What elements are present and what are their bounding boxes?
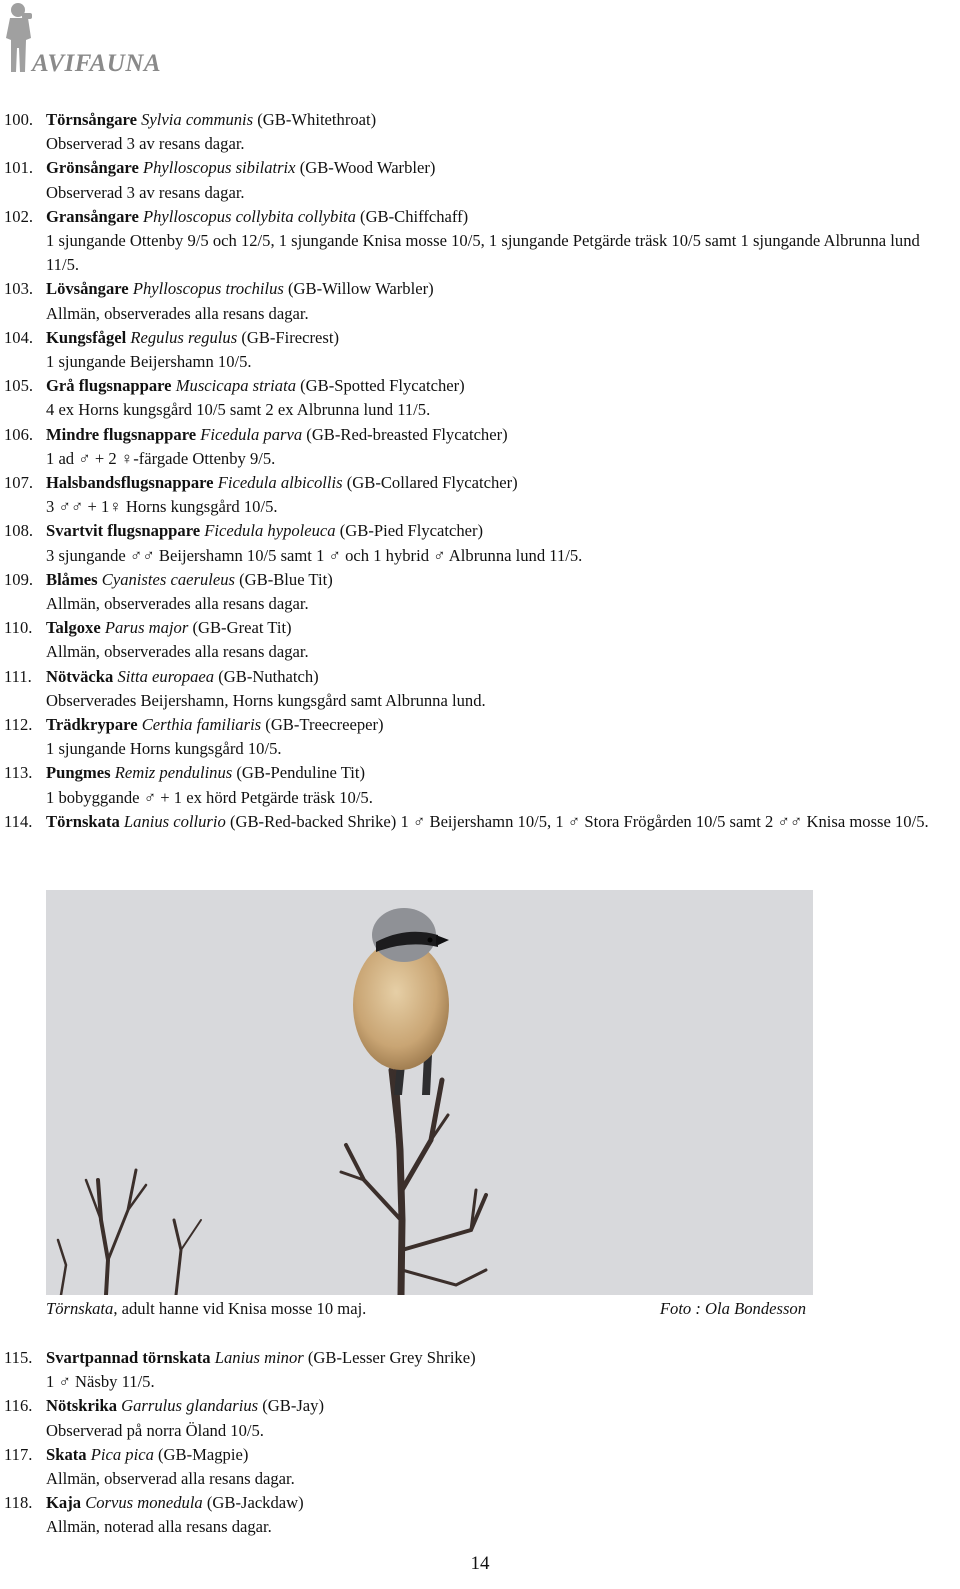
entry-number: 103. bbox=[4, 279, 34, 299]
photo-caption bbox=[46, 1297, 806, 1323]
species-heading bbox=[4, 156, 954, 180]
observation-text: Observerad på norra Öland 10/5. bbox=[46, 1420, 264, 1440]
species-name: Nötväcka bbox=[46, 666, 114, 686]
scientific-name: Muscicapa striata bbox=[175, 376, 296, 396]
species-entry bbox=[0, 1346, 960, 1394]
species-name: Törnsångare bbox=[46, 110, 137, 129]
species-entry bbox=[0, 1394, 960, 1442]
species-heading bbox=[4, 374, 954, 398]
species-name: Blåmes bbox=[46, 569, 98, 589]
observation-text: 1 sjungande Horns kungsgård 10/5. bbox=[46, 739, 282, 759]
species-heading bbox=[4, 810, 954, 834]
caption-species: Törnskata bbox=[46, 1299, 114, 1318]
species-heading bbox=[4, 665, 954, 689]
observation-text: 1 ♂ Näsby 11/5. bbox=[46, 1372, 155, 1392]
entry-number: 102. bbox=[4, 206, 34, 226]
scientific-name: Remiz pendulinus bbox=[114, 763, 233, 783]
species-entry bbox=[0, 761, 960, 809]
species-name: Svartpannad törnskata bbox=[46, 1348, 211, 1367]
entry-number: 115. bbox=[4, 1348, 33, 1367]
english-name: (GB-Blue Tit) bbox=[239, 569, 333, 589]
species-heading bbox=[4, 326, 954, 350]
scientific-name: Sylvia communis bbox=[141, 110, 254, 129]
observation-text: 1 ♂ Beijershamn 10/5, 1 ♂ Stora Frögården 10/5 samt 2 ♂♂ Knisa mosse 10/5. bbox=[396, 811, 929, 831]
species-name: Trädkrypare bbox=[46, 715, 138, 735]
species-heading bbox=[4, 1346, 954, 1370]
english-name: (GB-Willow Warbler) bbox=[288, 279, 434, 299]
english-name: (GB-Red-backed Shrike) bbox=[229, 811, 397, 831]
species-entry bbox=[0, 374, 960, 422]
observation-text: Observerad 3 av resans dagar. bbox=[46, 182, 245, 202]
species-entry bbox=[0, 665, 960, 713]
entry-number: 118. bbox=[4, 1493, 33, 1513]
observation-text: Allmän, observerades alla resans dagar. bbox=[46, 642, 309, 662]
species-heading bbox=[4, 568, 954, 592]
species-heading bbox=[4, 205, 954, 229]
species-name: Törnskata bbox=[46, 811, 120, 831]
english-name: (GB-Whitethroat) bbox=[257, 110, 377, 129]
english-name: (GB-Firecrest) bbox=[241, 327, 339, 347]
species-entry bbox=[0, 713, 960, 761]
species-entry bbox=[0, 156, 960, 204]
english-name: (GB-Collared Flycatcher) bbox=[346, 473, 518, 493]
english-name: (GB-Magpie) bbox=[158, 1444, 249, 1464]
species-heading bbox=[4, 761, 954, 785]
species-name: Kaja bbox=[46, 1493, 82, 1513]
page-number: 14 bbox=[470, 1553, 490, 1574]
species-name: Gransångare bbox=[46, 206, 139, 226]
scientific-name: Cyanistes caeruleus bbox=[101, 569, 235, 589]
species-heading bbox=[4, 471, 954, 495]
entry-number: 117. bbox=[4, 1444, 33, 1464]
species-heading bbox=[4, 277, 954, 301]
english-name: (GB-Spotted Flycatcher) bbox=[300, 376, 465, 396]
species-heading bbox=[4, 713, 954, 737]
scientific-name: Ficedula parva bbox=[200, 424, 303, 444]
observation-text: 3 sjungande ♂♂ Beijershamn 10/5 samt 1 ♂ och 1 hybrid ♂ Albrunna lund 11/5. bbox=[46, 545, 583, 565]
scientific-name: Lanius minor bbox=[214, 1348, 304, 1367]
red-backed-shrike-photo bbox=[46, 890, 813, 1295]
observation-text: 1 ad ♂ + 2 ♀-färgade Ottenby 9/5. bbox=[46, 448, 276, 468]
species-name: Grönsångare bbox=[46, 158, 139, 178]
scientific-name: Sitta europaea bbox=[117, 666, 215, 686]
scientific-name: Corvus monedula bbox=[85, 1493, 203, 1513]
caption-description: , adult hanne vid Knisa mosse 10 maj. bbox=[113, 1299, 367, 1318]
observation-text: 3 ♂♂ + 1♀ Horns kungsgård 10/5. bbox=[46, 497, 278, 517]
scientific-name: Certhia familiaris bbox=[141, 715, 262, 735]
entry-number: 101. bbox=[4, 158, 34, 178]
species-heading bbox=[4, 423, 954, 447]
english-name: (GB-Pied Flycatcher) bbox=[339, 521, 484, 541]
english-name: (GB-Great Tit) bbox=[192, 618, 292, 638]
species-name: Kungsfågel bbox=[46, 327, 127, 347]
species-heading bbox=[4, 1443, 954, 1467]
species-name: Talgoxe bbox=[46, 618, 101, 638]
species-entry bbox=[0, 277, 960, 325]
scientific-name: Lanius collurio bbox=[123, 811, 226, 831]
species-entry bbox=[0, 1491, 960, 1539]
scientific-name: Ficedula albicollis bbox=[217, 473, 343, 493]
observation-text: 1 bobyggande ♂ + 1 ex hörd Petgärde träsk 10/5. bbox=[46, 787, 373, 807]
english-name: (GB-Red-breasted Flycatcher) bbox=[306, 424, 508, 444]
entry-number: 111. bbox=[4, 666, 32, 686]
entry-number: 105. bbox=[4, 376, 34, 396]
species-entry bbox=[0, 108, 960, 156]
species-name: Lövsångare bbox=[46, 279, 129, 299]
entry-number: 104. bbox=[4, 327, 34, 347]
species-entry bbox=[0, 1443, 960, 1491]
species-heading bbox=[4, 108, 954, 132]
scientific-name: Phylloscopus trochilus bbox=[132, 279, 284, 299]
species-heading bbox=[4, 616, 954, 640]
observation-text: Allmän, observerades alla resans dagar. bbox=[46, 303, 309, 323]
english-name: (GB-Jackdaw) bbox=[206, 1493, 304, 1513]
species-entry bbox=[0, 471, 960, 519]
entry-number: 113. bbox=[4, 763, 33, 783]
entry-number: 106. bbox=[4, 424, 34, 444]
english-name: (GB-Wood Warbler) bbox=[299, 158, 436, 178]
observation-text: 1 sjungande Ottenby 9/5 och 12/5, 1 sjungande Knisa mosse 10/5, 1 sjungande Petgärde träsk 10/5 samt 1 sjungande Albrunna lund 11/5. bbox=[46, 231, 920, 275]
species-entry bbox=[0, 810, 960, 834]
entry-number: 107. bbox=[4, 473, 34, 493]
scientific-name: Pica pica bbox=[90, 1444, 154, 1464]
species-name: Skata bbox=[46, 1444, 87, 1464]
entry-number: 112. bbox=[4, 715, 33, 735]
scientific-name: Ficedula hypoleuca bbox=[204, 521, 336, 541]
species-heading bbox=[4, 519, 954, 543]
entry-number: 108. bbox=[4, 521, 34, 541]
species-entry bbox=[0, 519, 960, 567]
observation-text: Observerades Beijershamn, Horns kungsgård samt Albrunna lund. bbox=[46, 690, 486, 710]
scientific-name: Regulus regulus bbox=[130, 327, 238, 347]
entry-number: 114. bbox=[4, 811, 33, 831]
logo-text: AVIFAUNA bbox=[32, 50, 162, 77]
entry-number: 100. bbox=[4, 110, 34, 129]
entry-number: 110. bbox=[4, 618, 33, 638]
species-name: Halsbandsflugsnappare bbox=[46, 473, 214, 493]
species-entry bbox=[0, 568, 960, 616]
english-name: (GB-Chiffchaff) bbox=[360, 206, 469, 226]
observation-text: 4 ex Horns kungsgård 10/5 samt 2 ex Albrunna lund 11/5. bbox=[46, 400, 431, 420]
english-name: (GB-Jay) bbox=[262, 1396, 324, 1416]
scientific-name: Garrulus glandarius bbox=[121, 1396, 259, 1416]
species-entry bbox=[0, 616, 960, 664]
avifauna-logo bbox=[2, 2, 182, 78]
english-name: (GB-Treecreeper) bbox=[265, 715, 384, 735]
scientific-name: Phylloscopus sibilatrix bbox=[142, 158, 296, 178]
entry-number: 109. bbox=[4, 569, 34, 589]
species-name: Svartvit flugsnappare bbox=[46, 521, 201, 541]
observation-text: Allmän, noterad alla resans dagar. bbox=[46, 1517, 272, 1537]
english-name: (GB-Nuthatch) bbox=[218, 666, 319, 686]
species-name: Pungmes bbox=[46, 763, 111, 783]
observation-text: Allmän, observerad alla resans dagar. bbox=[46, 1469, 295, 1489]
species-list-top bbox=[0, 108, 960, 834]
species-entry bbox=[0, 423, 960, 471]
species-name: Mindre flugsnappare bbox=[46, 424, 197, 444]
observation-text: Allmän, observerades alla resans dagar. bbox=[46, 594, 309, 614]
species-heading bbox=[4, 1491, 954, 1515]
species-name: Nötskrika bbox=[46, 1396, 117, 1416]
species-name: Grå flugsnappare bbox=[46, 376, 172, 396]
observation-text: Observerad 3 av resans dagar. bbox=[46, 134, 245, 154]
english-name: (GB-Penduline Tit) bbox=[236, 763, 366, 783]
observation-text: 1 sjungande Beijershamn 10/5. bbox=[46, 352, 252, 372]
entry-number: 116. bbox=[4, 1396, 33, 1416]
english-name: (GB-Lesser Grey Shrike) bbox=[307, 1348, 476, 1367]
photo-credit: Foto : Ola Bondesson bbox=[659, 1299, 806, 1318]
species-entry bbox=[0, 205, 960, 278]
species-list-bottom bbox=[0, 1346, 960, 1540]
scientific-name: Phylloscopus collybita collybita bbox=[142, 206, 356, 226]
species-heading bbox=[4, 1394, 954, 1418]
species-entry bbox=[0, 326, 960, 374]
scientific-name: Parus major bbox=[104, 618, 189, 638]
caption-text bbox=[46, 1297, 366, 1321]
